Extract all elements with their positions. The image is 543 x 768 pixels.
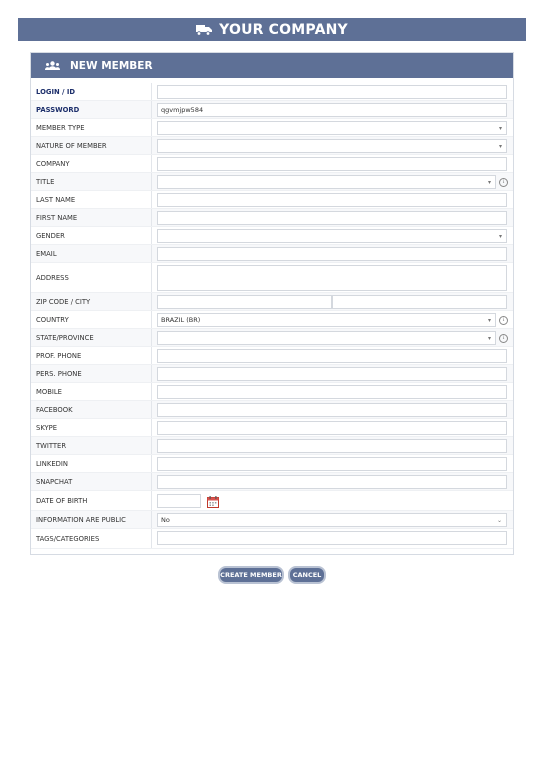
email-label: EMAIL: [36, 249, 57, 258]
last-name-label: LAST NAME: [36, 195, 76, 204]
email-input[interactable]: [157, 247, 507, 261]
country-select[interactable]: [157, 313, 496, 327]
company-name: YOUR COMPANY: [219, 21, 348, 38]
snapchat-label: SNAPCHAT: [36, 477, 73, 486]
login-input[interactable]: [157, 85, 507, 99]
public-select[interactable]: [157, 513, 507, 527]
zip-city-label: ZIP CODE / CITY: [36, 297, 91, 306]
twitter-input[interactable]: [157, 439, 507, 453]
skype-input[interactable]: [157, 421, 507, 435]
password-input[interactable]: qgvmjpw584: [157, 103, 507, 117]
country-value: BRAZIL (BR): [161, 316, 201, 324]
chevron-down-icon: ▾: [487, 317, 491, 324]
prof-phone-input[interactable]: [157, 349, 507, 363]
dob-input[interactable]: [157, 494, 201, 508]
calendar-icon[interactable]: [207, 493, 219, 512]
facebook-label: FACEBOOK: [36, 405, 73, 414]
panel-header: [31, 53, 513, 78]
row-email: [31, 245, 513, 263]
row-mobile: [31, 383, 513, 401]
row-twitter: [31, 437, 513, 455]
member-form: [31, 83, 513, 549]
info-icon[interactable]: i: [499, 178, 508, 187]
row-prof-phone: [31, 347, 513, 365]
login-label: LOGIN / ID: [36, 87, 76, 96]
pers-phone-input[interactable]: [157, 367, 507, 381]
row-skype: [31, 419, 513, 437]
create-member-button[interactable]: CREATE MEMBER: [218, 566, 284, 584]
chevron-down-icon: ▾: [487, 335, 491, 342]
first-name-input[interactable]: [157, 211, 507, 225]
row-last-name: [31, 191, 513, 209]
nature-select[interactable]: [157, 139, 507, 153]
row-member-type: [31, 119, 513, 137]
row-pers-phone: [31, 365, 513, 383]
row-first-name: [31, 209, 513, 227]
info-icon[interactable]: i: [499, 334, 508, 343]
member-type-select[interactable]: [157, 121, 507, 135]
public-label: INFORMATION ARE PUBLIC: [36, 515, 126, 524]
tags-input[interactable]: [157, 531, 507, 545]
state-select[interactable]: [157, 331, 496, 345]
chevron-down-icon: ▾: [498, 143, 502, 150]
facebook-input[interactable]: [157, 403, 507, 417]
row-dob: [31, 491, 513, 511]
address-textarea[interactable]: [157, 265, 507, 291]
gender-label: GENDER: [36, 231, 65, 240]
city-input[interactable]: [332, 295, 507, 309]
skype-label: SKYPE: [36, 423, 58, 432]
row-snapchat: [31, 473, 513, 491]
info-icon[interactable]: i: [499, 316, 508, 325]
last-name-input[interactable]: [157, 193, 507, 207]
row-tags: [31, 529, 513, 549]
row-public: [31, 511, 513, 529]
row-facebook: [31, 401, 513, 419]
chevron-down-icon: ▾: [498, 125, 502, 132]
linkedin-input[interactable]: [157, 457, 507, 471]
country-label: COUNTRY: [36, 315, 69, 324]
public-value: No: [161, 516, 170, 524]
mobile-label: MOBILE: [36, 387, 62, 396]
users-icon: [45, 61, 60, 71]
company-header: [18, 18, 526, 41]
prof-phone-label: PROF. PHONE: [36, 351, 82, 360]
pers-phone-label: PERS. PHONE: [36, 369, 82, 378]
company-label: COMPANY: [36, 159, 70, 168]
row-company: [31, 155, 513, 173]
address-label: ADDRESS: [36, 273, 69, 282]
linkedin-label: LINKEDIN: [36, 459, 68, 468]
row-title: [31, 173, 513, 191]
row-gender: [31, 227, 513, 245]
row-password: [31, 101, 513, 119]
new-member-panel: [30, 52, 514, 555]
row-address: [31, 263, 513, 293]
chevron-down-icon: ⌄: [496, 517, 502, 524]
row-country: [31, 311, 513, 329]
dob-label: DATE OF BIRTH: [36, 496, 88, 505]
row-nature: [31, 137, 513, 155]
title-select[interactable]: [157, 175, 496, 189]
panel-title: NEW MEMBER: [70, 59, 153, 72]
company-input[interactable]: [157, 157, 507, 171]
chevron-down-icon: ▾: [487, 179, 491, 186]
first-name-label: FIRST NAME: [36, 213, 78, 222]
row-linkedin: [31, 455, 513, 473]
row-zip-city: [31, 293, 513, 311]
zip-code-input[interactable]: [157, 295, 332, 309]
cancel-button[interactable]: CANCEL: [288, 566, 326, 584]
truck-icon: [196, 24, 212, 36]
nature-label: NATURE OF MEMBER: [36, 141, 107, 150]
row-login: [31, 83, 513, 101]
mobile-input[interactable]: [157, 385, 507, 399]
chevron-down-icon: ▾: [498, 233, 502, 240]
gender-select[interactable]: [157, 229, 507, 243]
state-label: STATE/PROVINCE: [36, 333, 94, 342]
tags-label: TAGS/CATEGORIES: [36, 534, 100, 543]
row-state: [31, 329, 513, 347]
twitter-label: TWITTER: [36, 441, 67, 450]
snapchat-input[interactable]: [157, 475, 507, 489]
member-type-label: MEMBER TYPE: [36, 123, 85, 132]
title-label: TITLE: [36, 177, 55, 186]
password-label: PASSWORD: [36, 105, 80, 114]
